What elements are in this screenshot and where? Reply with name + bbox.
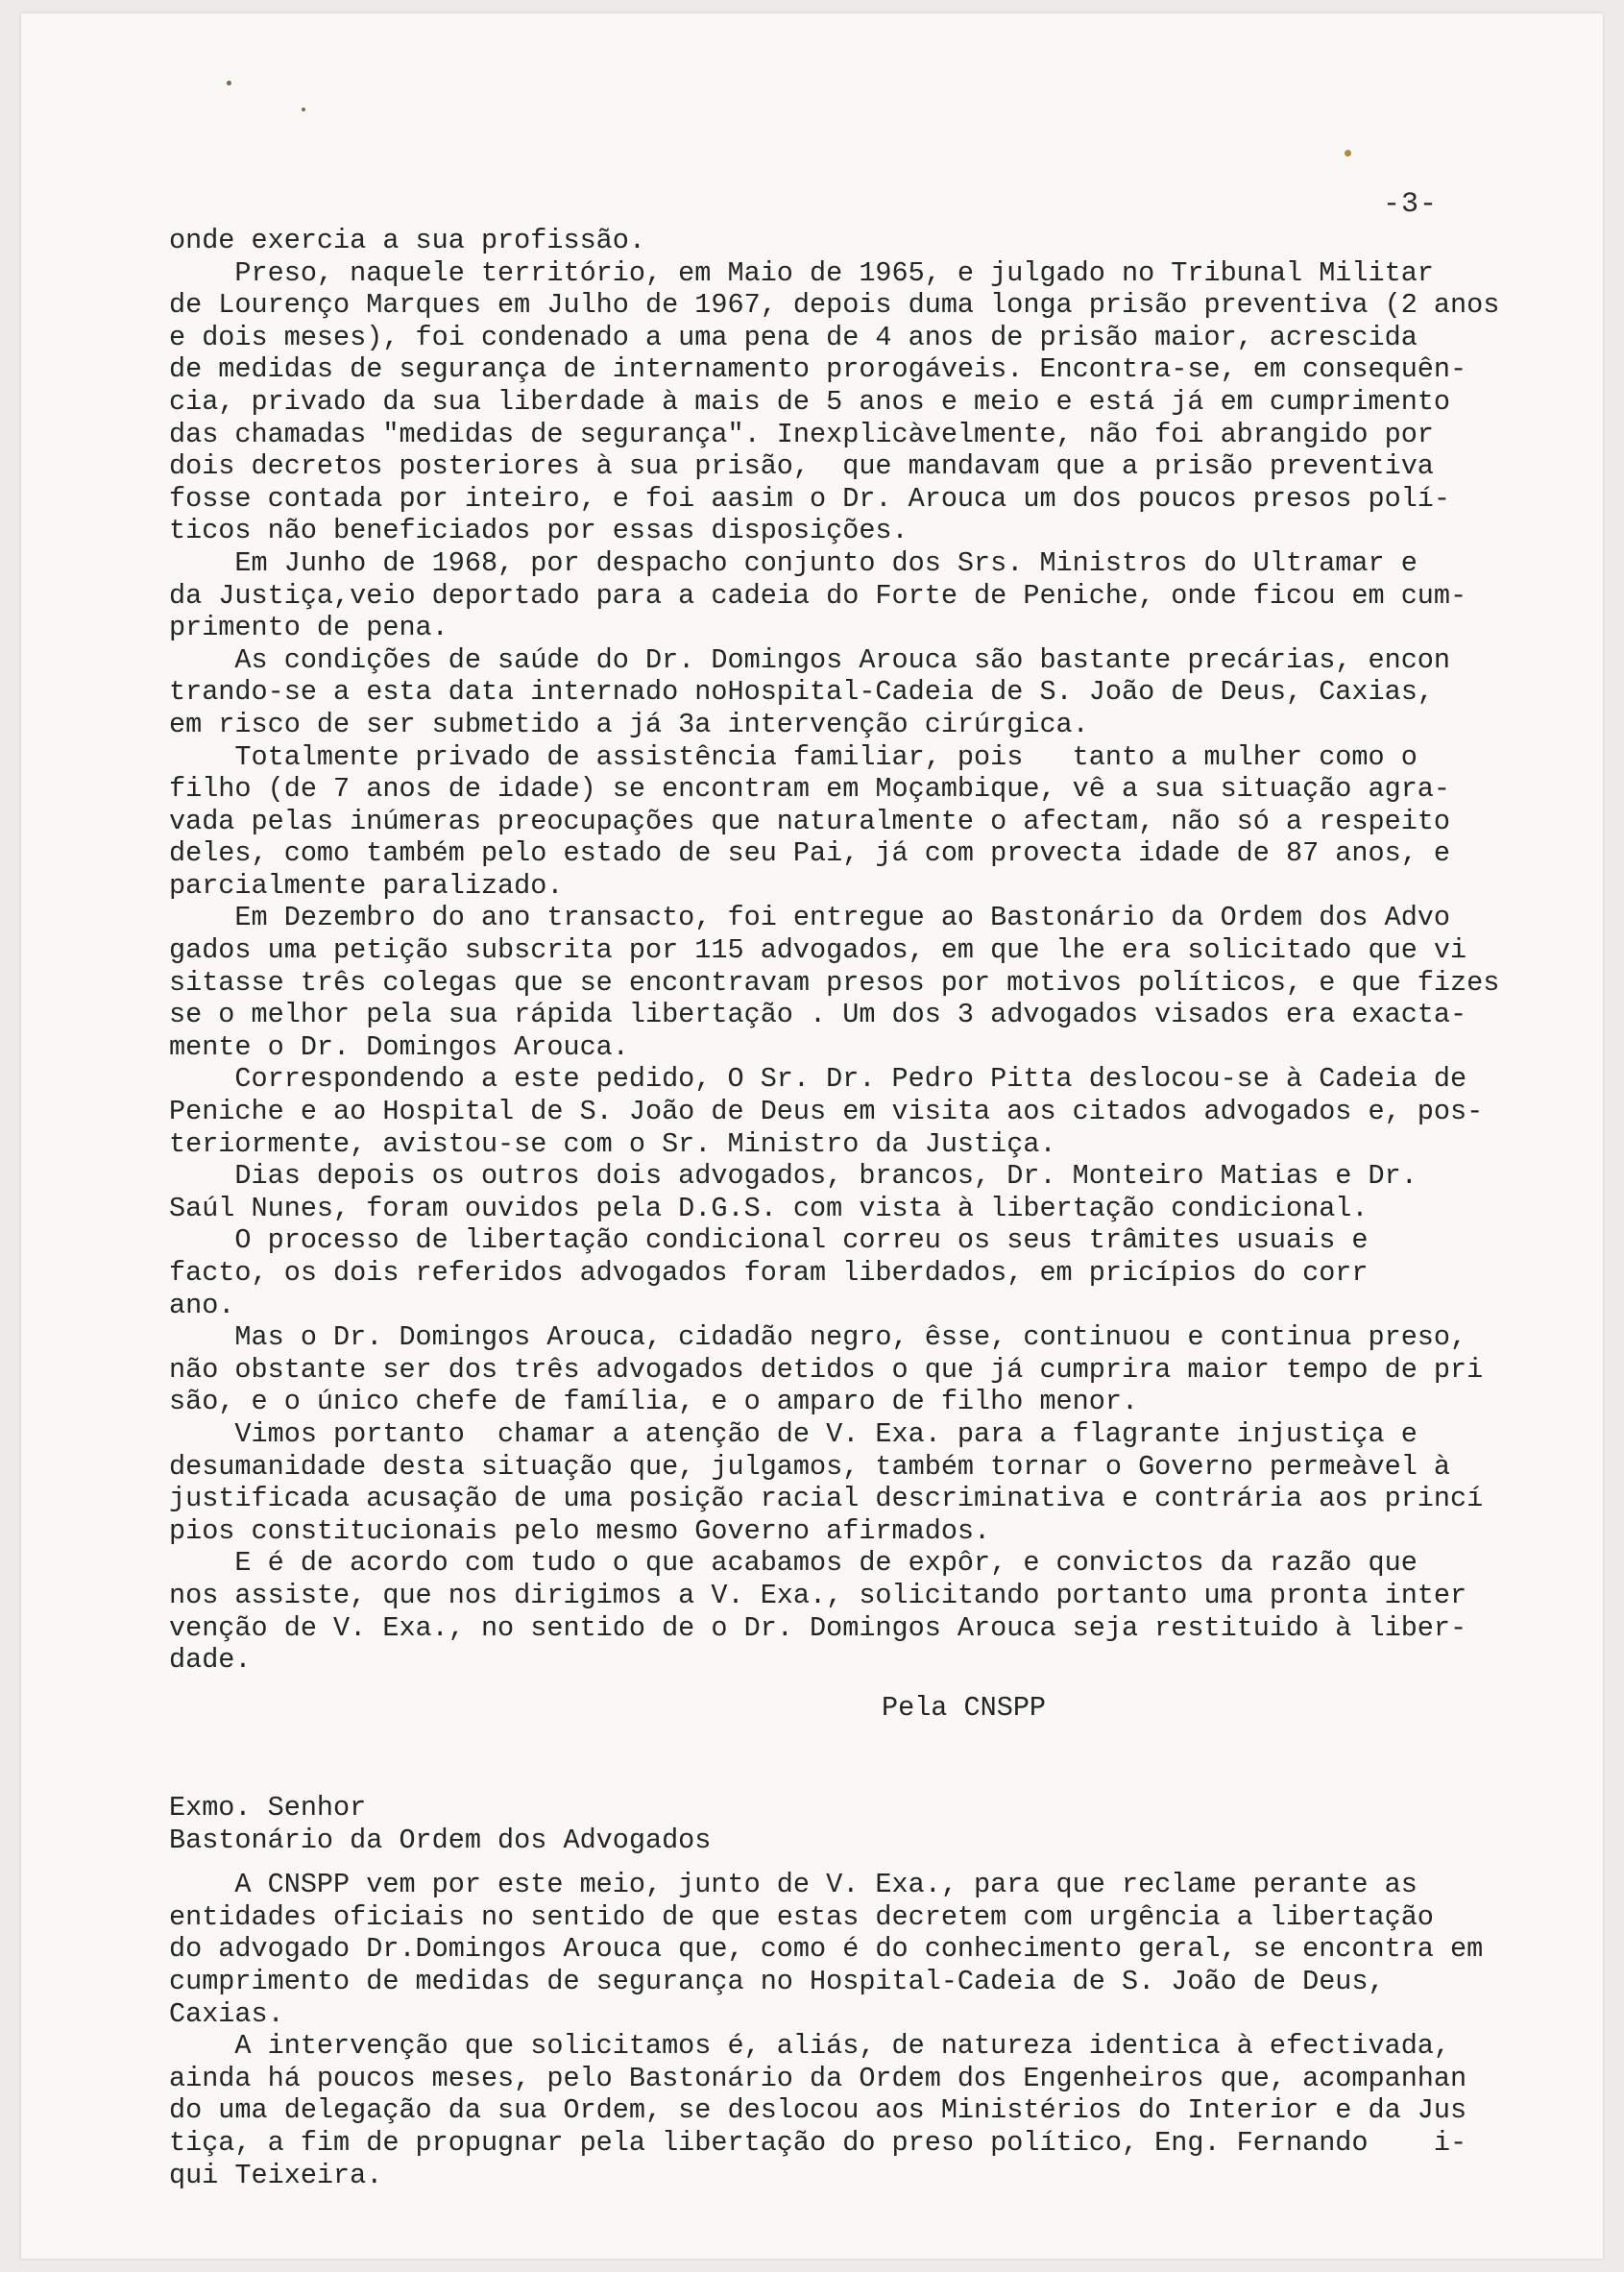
text-line: qui Teixeira. [169,2159,383,2191]
page-number: -3- [1383,188,1439,221]
text-line: Totalmente privado de assistência familiar, pois tanto a mulher como o [169,740,1418,773]
text-line: primento de pena. [169,612,448,644]
paragraph [169,741,1552,903]
text-line: em risco de ser submetido a já 3a intervenção cirúrgica. [169,708,1089,740]
paragraph [169,1418,1552,1547]
addressee: Bastonário da Ordem dos Advogados [169,1824,712,1856]
text-line: sitasse três colegas que se encontravam presos por motivos políticos, e que fizes [169,966,1500,999]
text-line: Mas o Dr. Domingos Arouca, cidadão negro, êsse, continuou e continua preso, [169,1321,1467,1354]
text-line: justificada acusação de uma posição racial descriminativa e contrária aos princí [169,1483,1484,1515]
text-line: da Justiça,veio deportado para a cadeia do Forte de Peniche, onde ficou em cum- [169,579,1467,612]
paragraph [169,1869,1552,2030]
text-line: dade. [169,1644,252,1677]
text-line: facto, os dois referidos advogados foram liberdados, em pricípios do corr [169,1257,1369,1289]
text-line: Peniche e ao Hospital de S. João de Deus em visita aos citados advogados e, pos- [169,1096,1484,1128]
text-line: dois decretos posteriores à sua prisão, que mandavam que a prisão preventiva [169,450,1434,483]
text-line: onde exercia a sua profissão. [169,225,645,256]
text-line: tiça, a fim de propugnar pela libertação do preso político, Eng. Fernando i- [169,2126,1467,2159]
text-line: parcialmente paralizado. [169,869,564,902]
text-line: e dois meses), foi condenado a uma pena de 4 anos de prisão maior, acrescida [169,321,1418,353]
second-letter-body [169,1869,1552,2191]
text-line: se o melhor pela sua rápida libertação . Um dos 3 advogados visados era exacta- [169,999,1467,1031]
paragraph [169,225,1552,257]
text-line: Saúl Nunes, foram ouvidos pela D.G.S. com vista à libertação condicional. [169,1192,1369,1224]
paragraph [169,257,1552,547]
text-line: gados uma petição subscrita por 115 advogados, em que lhe era solicitado que vi [169,934,1467,967]
paragraph [169,1321,1552,1418]
text-line: cumprimento de medidas de segurança no Hospital-Cadeia de S. João de Deus, [169,1965,1385,1997]
text-line: desumanidade desta situação que, julgamos, também tornar o Governo permeàvel à [169,1450,1451,1483]
text-line: fosse contada por inteiro, e foi aasim o Dr. Arouca um dos poucos presos polí- [169,482,1451,515]
text-line: deles, como também pelo estado de seu Pai, já com provecta idade de 87 anos, e [169,837,1451,870]
text-line: mente o Dr. Domingos Arouca. [169,1030,629,1063]
text-line: nos assiste, que nos dirigimos a V. Exa., solicitando portanto uma pronta inter [169,1579,1467,1611]
text-line: O processo de libertação condicional correu os seus trâmites usuais e [169,1224,1369,1257]
text-line: não obstante ser dos três advogados detidos o que já cumprira maior tempo de pri [169,1353,1484,1386]
text-line: Preso, naquele território, em Maio de 1965, e julgado no Tribunal Militar [169,256,1434,289]
salutation: Exmo. Senhor [169,1792,367,1824]
paragraph [169,1160,1552,1224]
text-line: filho (de 7 anos de idade) se encontram em Moçambique, vê a sua situação agra- [169,773,1451,806]
text-line: venção de V. Exa., no sentido de o Dr. Domingos Arouca seja restituido à liber- [169,1611,1467,1644]
text-line: Em Dezembro do ano transacto, foi entregue ao Bastonário da Ordem dos Advo [169,902,1451,934]
text-line: Em Junho de 1968, por despacho conjunto dos Srs. Ministros do Ultramar e [169,546,1418,579]
signoff: Pela CNSPP [882,1692,1047,1724]
text-line: A intervenção que solicitamos é, aliás, de natureza identica à efectivada, [169,2030,1451,2063]
text-line: Caxias. [169,1997,284,2030]
speck-mark [1345,150,1351,157]
text-line: de medidas de segurança de internamento prorogáveis. Encontra-se, em consequên- [169,353,1467,386]
text-line: ainda há poucos meses, pelo Bastonário da Ordem dos Engenheiros que, acompanhan [169,2062,1467,2094]
paragraph [169,547,1552,644]
text-line: do uma delegação da sua Ordem, se deslocou aos Ministérios do Interior e da Jus [169,2094,1467,2127]
text-line: Correspondendo a este pedido, O Sr. Dr. Pedro Pitta deslocou-se à Cadeia de [169,1063,1467,1096]
text-line: teriormente, avistou-se com o Sr. Ministro da Justiça. [169,1127,1056,1160]
paragraph [169,1547,1552,1676]
text-line: entidades oficiais no sentido de que estas decretem com urgência a libertação [169,1900,1434,1933]
text-line: pios constitucionais pelo mesmo Governo afirmados. [169,1514,991,1547]
paragraph [169,902,1552,1063]
paragraph [169,2030,1552,2191]
paragraph [169,1063,1552,1160]
text-line: são, e o único chefe de família, e o amparo de filho menor. [169,1386,1139,1418]
text-line: cia, privado da sua liberdade à mais de 5 anos e meio e está já em cumprimento [169,385,1451,418]
text-line: A CNSPP vem por este meio, junto de V. Exa., para que reclame perante as [169,1869,1418,1901]
text-line: das chamadas "medidas de segurança". Inexplicàvelmente, não foi abrangido por [169,418,1434,450]
text-line: vada pelas inúmeras preocupações que naturalmente o afectam, não só a respeito [169,805,1451,837]
paragraph [169,644,1552,741]
text-line: Dias depois os outros dois advogados, brancos, Dr. Monteiro Matias e Dr. [169,1160,1418,1193]
text-line: do advogado Dr.Domingos Arouca que, como é do conhecimento geral, se encontra em [169,1933,1484,1966]
text-line: trando-se a esta data internado noHospital-Cadeia de S. João de Deus, Caxias, [169,676,1434,709]
text-line: ticos não beneficiados por essas disposições. [169,515,909,547]
text-line: de Lourenço Marques em Julho de 1967, depois duma longa prisão preventiva (2 anos [169,289,1500,322]
paragraph [169,1224,1552,1321]
letter-body [169,225,1552,1677]
text-line: As condições de saúde do Dr. Domingos Arouca são bastante precárias, encon [169,643,1451,676]
second-letter [169,1792,1552,2191]
text-line: Vimos portanto chamar a atenção de V. Exa. para a flagrante injustiça e [169,1417,1418,1450]
text-line: E é de acordo com tudo o que acabamos de expôr, e convictos da razão que [169,1547,1418,1580]
text-line: ano. [169,1289,235,1321]
speck-mark [227,81,231,85]
speck-mark [302,108,305,111]
